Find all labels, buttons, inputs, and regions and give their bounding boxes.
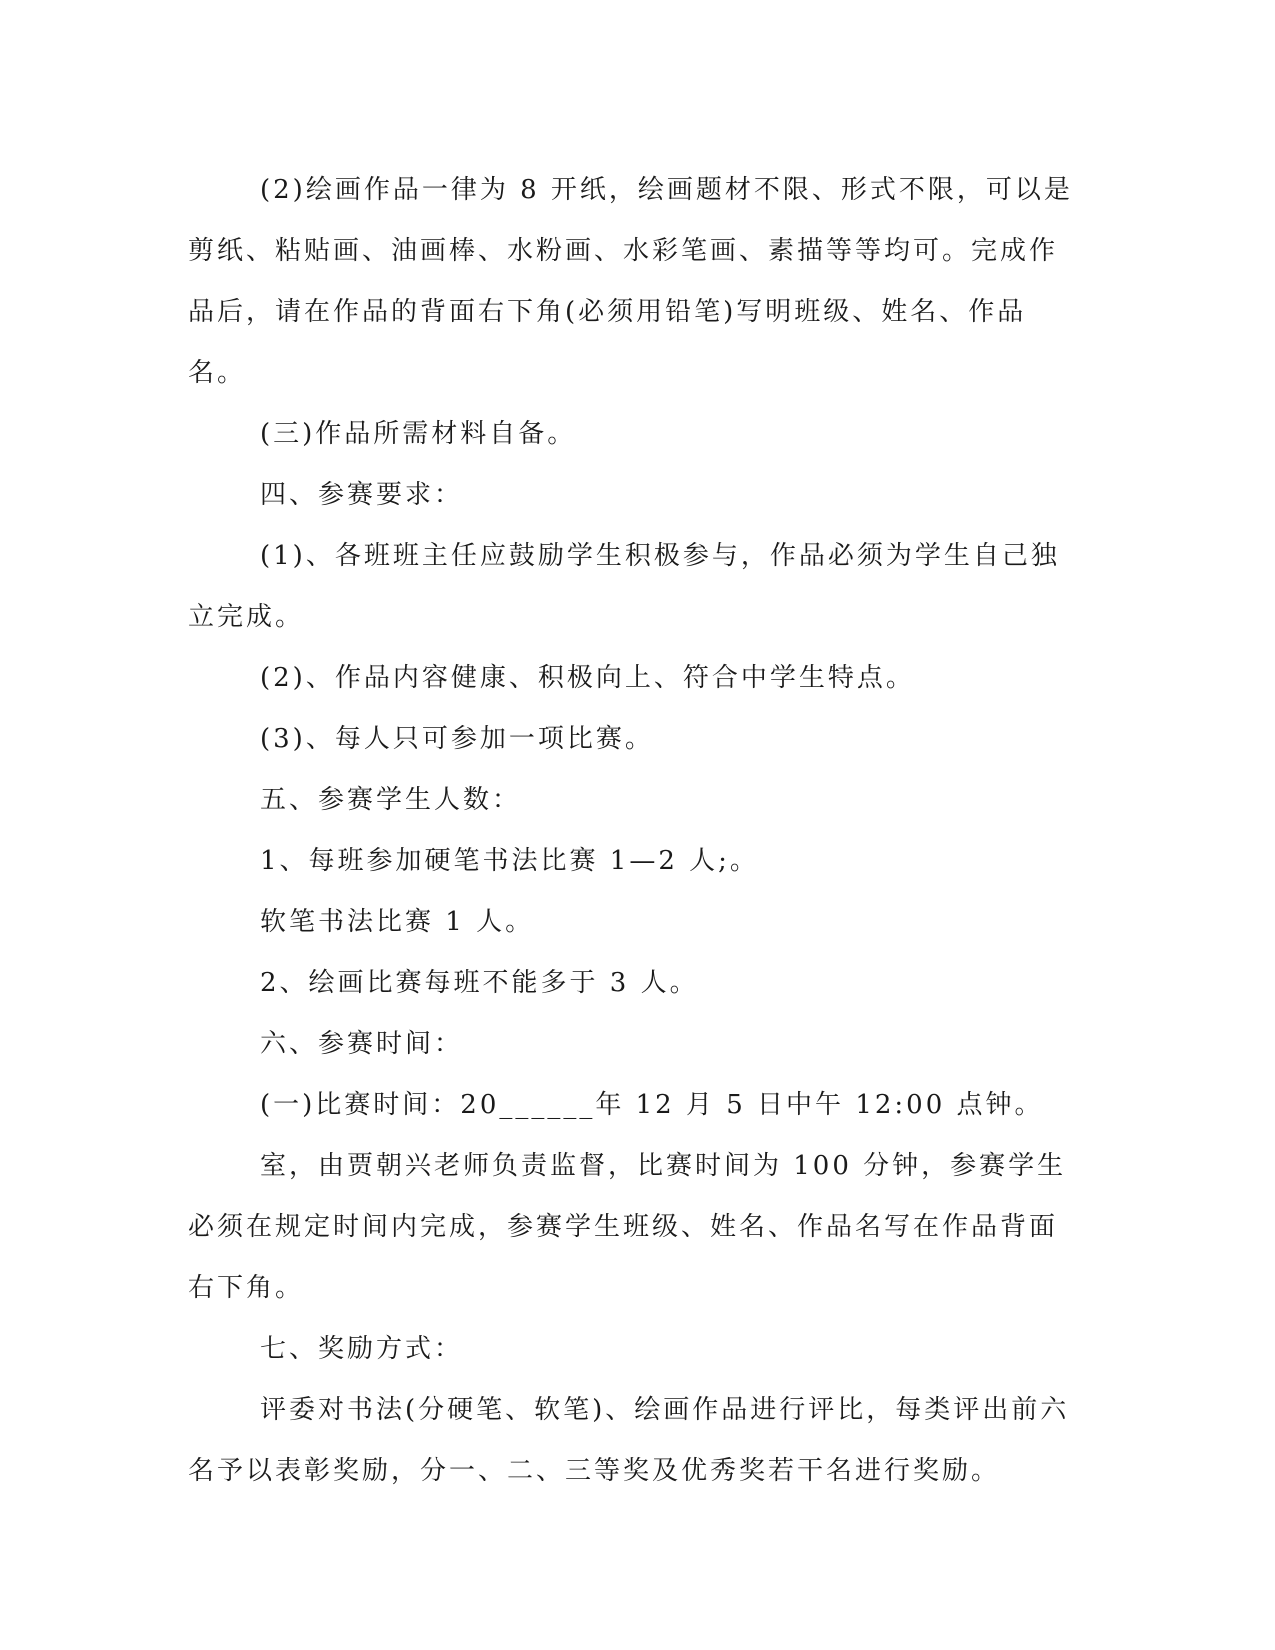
paragraph-requirement-3: (3)、每人只可参加一项比赛。 [260,724,654,754]
paragraph-competition-time: (一)比赛时间：20______年 12 月 5 日中午 12:00 点钟。 [260,1090,1044,1120]
section-heading-time: 六、参赛时间： [260,1029,464,1059]
paragraph-participants-2: 2、绘画比赛每班不能多于 3 人。 [260,968,699,998]
section-heading-awards: 七、奖励方式： [260,1334,464,1364]
paragraph-requirement-1: (1)、各班班主任应鼓励学生积极参与，作品必须为学生自己独立完成。 [188,541,1060,632]
paragraph-materials: (三)作品所需材料自备。 [260,419,577,449]
paragraph-participants-1: 1、每班参加硬笔书法比赛 1—2 人;。 [260,846,759,876]
paragraph-requirement-2: (2)、作品内容健康、积极向上、符合中学生特点。 [260,663,915,693]
paragraph-participants-soft-brush: 软笔书法比赛 1 人。 [260,907,535,937]
paragraph-awards: 评委对书法(分硬笔、软笔)、绘画作品进行评比，每类评出前六名予以表彰奖励，分一、二、三等奖及优秀奖若干名进行奖励。 [188,1395,1070,1486]
document-body [188,160,1080,1502]
section-heading-requirements: 四、参赛要求： [260,480,464,510]
paragraph-supervision: 室，由贾朝兴老师负责监督，比赛时间为 100 分钟，参赛学生必须在规定时间内完成，参赛学生班级、姓名、作品名写在作品背面右下角。 [188,1151,1067,1303]
paragraph-drawing-format: (2)绘画作品一律为 8 开纸，绘画题材不限、形式不限，可以是剪纸、粘贴画、油画棒、水粉画、水彩笔画、素描等等均可。完成作品后，请在作品的背面右下角(必须用铅笔)写明班级、姓名、作品名。 [188,175,1073,388]
section-heading-participants: 五、参赛学生人数： [260,785,522,815]
